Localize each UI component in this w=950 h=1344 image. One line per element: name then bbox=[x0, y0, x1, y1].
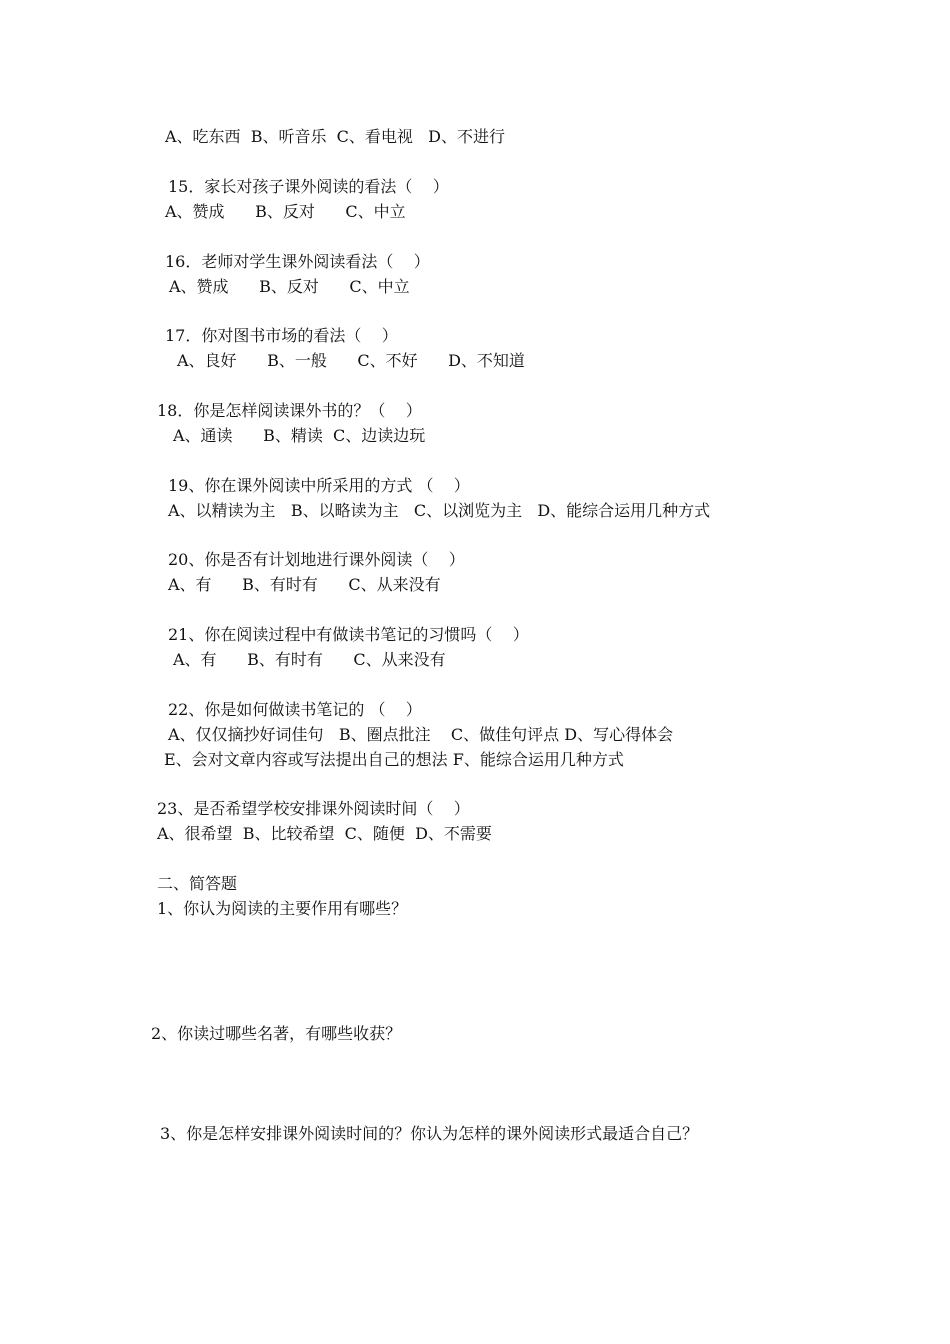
q20-question: 20、你是否有计划地进行课外阅读（ ） bbox=[168, 550, 465, 569]
short-answer-3: 3、你是怎样安排课外阅读时间的？你认为怎样的课外阅读形式最适合自己？ bbox=[160, 1124, 699, 1143]
q23-question: 23、是否希望学校安排课外阅读时间（ ） bbox=[157, 799, 470, 818]
q19-options: A、以精读为主 B、以略读为主 C、以浏览为主 D、能综合运用几种方式 bbox=[168, 501, 711, 520]
short-answer-2: 2、你读过哪些名著，有哪些收获？ bbox=[151, 1024, 402, 1043]
q21-options: A、有 B、有时有 C、从来没有 bbox=[173, 650, 446, 669]
q17-question: 17．你对图书市场的看法（ ） bbox=[165, 326, 398, 345]
q20-options: A、有 B、有时有 C、从来没有 bbox=[168, 575, 441, 594]
q15-question: 15．家长对孩子课外阅读的看法（ ） bbox=[168, 177, 449, 196]
q22-options-line1: A、仅仅摘抄好词佳句 B、圈点批注 C、做佳句评点 D、写心得体会 bbox=[168, 725, 674, 744]
q22-question: 22、你是如何做读书笔记的 （ ） bbox=[168, 700, 422, 719]
q16-options: A、赞成 B、反对 C、中立 bbox=[169, 277, 410, 296]
short-answer-1: 1、你认为阅读的主要作用有哪些？ bbox=[157, 899, 408, 918]
q22-options-line2: E、会对文章内容或写法提出自己的想法 F、能综合运用几种方式 bbox=[164, 750, 624, 769]
q18-question: 18．你是怎样阅读课外书的？（ ） bbox=[157, 401, 422, 420]
q16-question: 16．老师对学生课外阅读看法（ ） bbox=[165, 252, 430, 271]
section-heading-short-answer: 二、简答题 bbox=[157, 874, 238, 893]
q15-options: A、赞成 B、反对 C、中立 bbox=[165, 202, 406, 221]
q21-question: 21、你在阅读过程中有做读书笔记的习惯吗（ ） bbox=[168, 625, 529, 644]
q17-options: A、良好 B、一般 C、不好 D、不知道 bbox=[177, 351, 525, 370]
q14-options: A、吃东西 B、听音乐 C、看电视 D、不进行 bbox=[165, 127, 505, 146]
q19-question: 19、你在课外阅读中所采用的方式 （ ） bbox=[168, 476, 470, 495]
q18-options: A、通读 B、精读 C、边读边玩 bbox=[173, 426, 426, 445]
q23-options: A、很希望 B、比较希望 C、随便 D、不需要 bbox=[157, 824, 492, 843]
